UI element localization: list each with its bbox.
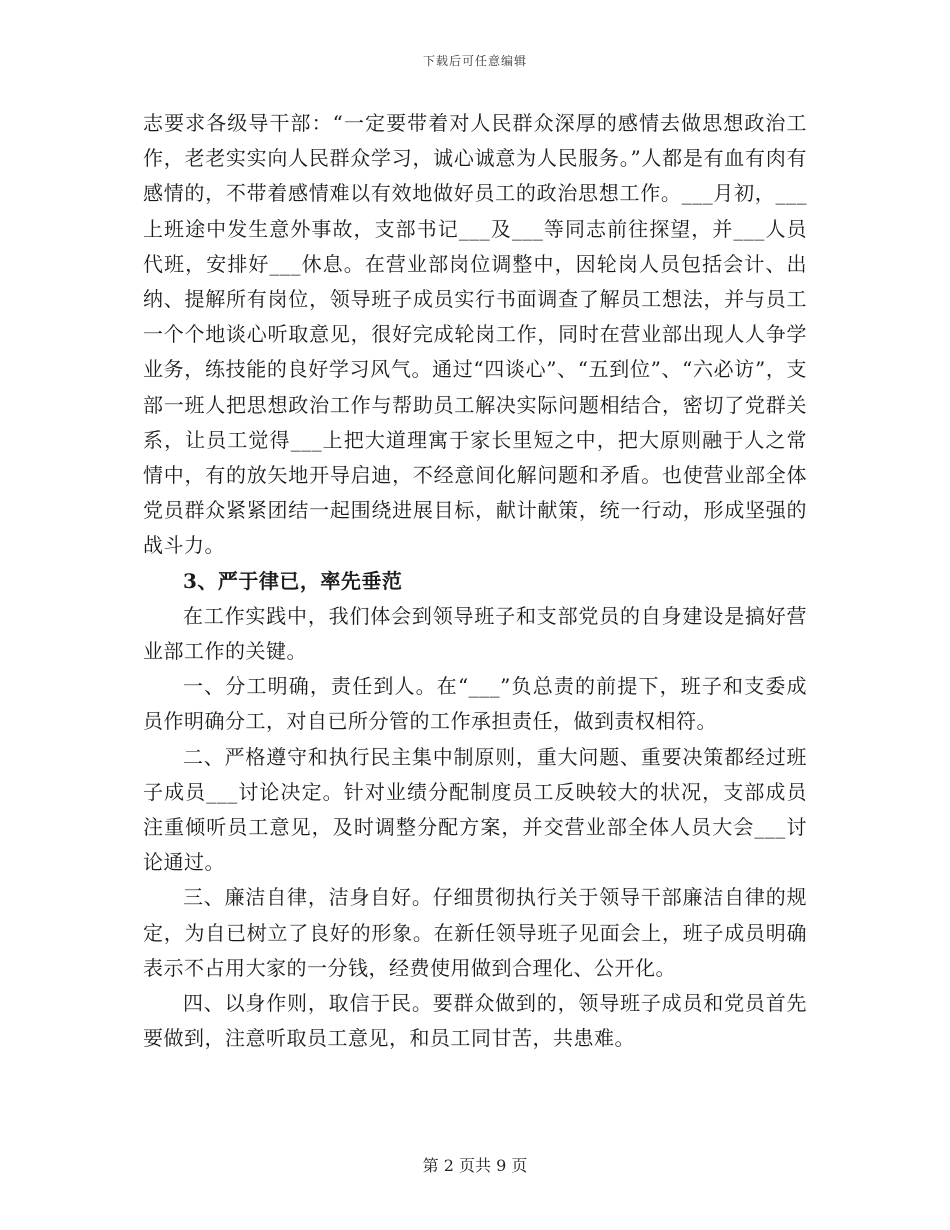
body-paragraph-point-3: 三、廉洁自律，洁身自好。仔细贯彻执行关于领导干部廉洁自律的规定，为自已树立了良好的形象。在新任领导班子见面会上，班子成员明确表示不占用大家的一分钱，经费使用做到合理化、公开化。 xyxy=(143,885,807,980)
page-number-footer: 第 2 页共 9 页 xyxy=(422,1156,528,1175)
body-paragraph-point-1: 一、分工明确，责任到人。在“___”负总责的前提下，班子和支委成员作明确分工，对自已所分管的工作承担责任，做到责权相符。 xyxy=(143,674,807,734)
body-paragraph-continuation: 志要求各级导干部：“一定要带着对人民群众深厚的感情去做思想政治工作，老老实实向人民群众学习，诚心诚意为人民服务。”人都是有血有肉有感情的，不带着感情难以有效地做好员工的政治思想工作。___月初，___上班途中发生意外事故，支部书记___及___等同志前往探望，并___人员代班，安排好___休息。在营业部岗位调整中，因轮岗人员包括会计、出纳、提解所有岗位，领导班子成员实行书面调查了解员工想法，并与员工一个个地谈心听取意见，很好完成轮岗工作，同时在营业部出现人人争学业务，练技能的良好学习风气。通过“四谈心”、“五到位”、“六必访”，支部一班人把思想政治工作与帮助员工解决实际问题相结合，密切了党群关系，让员工觉得___上把大道理寓于家长里短之中，把大原则融于人之常情中，有的放矢地开导启迪，不经意间化解问题和矛盾。也使营业部全体党员群众紧紧团结一起围绕进展目标，献计献策，统一行动，形成坚强的战斗力。 xyxy=(143,111,807,558)
page-header-note: 下载后可任意编辑 xyxy=(422,54,527,68)
body-paragraph-point-4: 四、以身作则，取信于民。要群众做到的，领导班子成员和党员首先要做到，注意听取员工意见，和员工同甘苦，共患难。 xyxy=(143,991,807,1051)
document-body xyxy=(143,106,807,1056)
section-heading: 3、严于律已，率先垂范 xyxy=(183,568,403,593)
body-paragraph-point-2: 二、严格遵守和执行民主集中制原则，重大问题、重要决策都经过班子成员___讨论决定。针对业绩分配制度员工反映较大的状况，支部成员注重倾听员工意见，及时调整分配方案，并交营业部全体人员大会___讨论通过。 xyxy=(143,744,807,875)
body-paragraph-intro: 在工作实践中，我们体会到领导班子和支部党员的自身建设是搞好营业部工作的关键。 xyxy=(143,603,807,664)
